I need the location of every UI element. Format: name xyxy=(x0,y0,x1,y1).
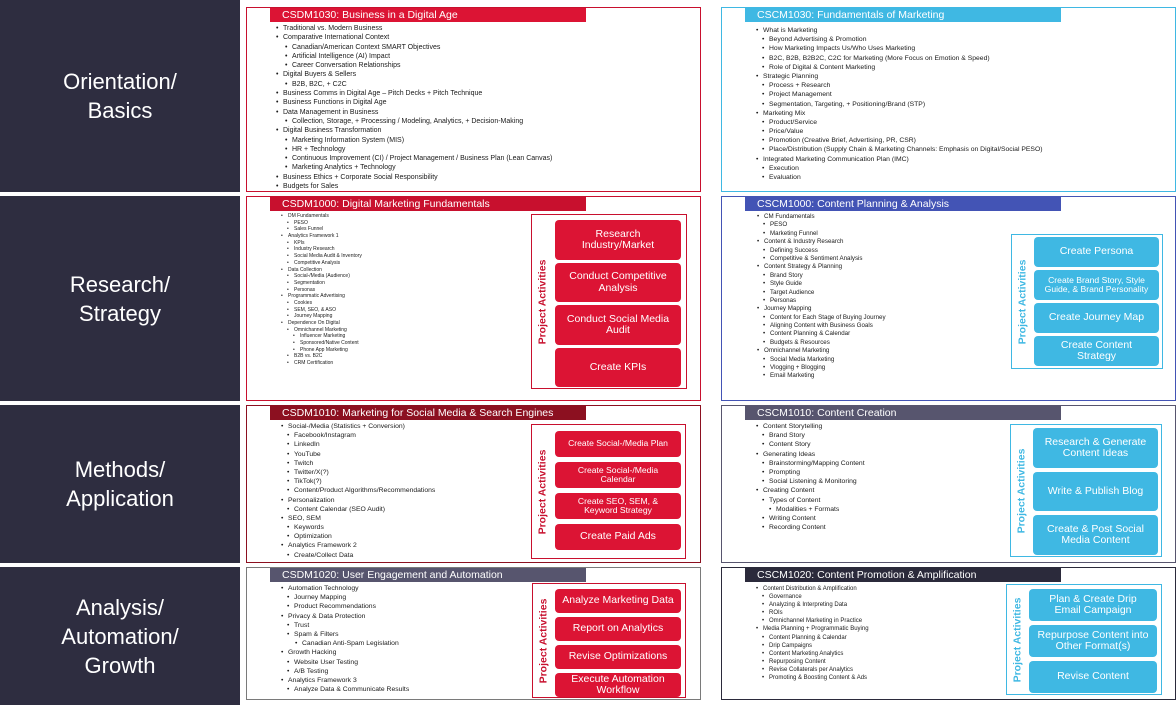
topic-item: • Promoting & Boosting Content & Ads xyxy=(769,674,869,682)
topic-item: • Types of Content xyxy=(769,496,865,505)
topic-item: • Content Calendar (SEO Audit) xyxy=(294,505,435,514)
course-title: CSCM1010: Content Creation xyxy=(745,406,1061,420)
topic-item: • Data Collection xyxy=(288,267,362,274)
topic-item: • Content Strategy & Planning xyxy=(764,263,886,271)
topic-item: • Digital Business Transformation xyxy=(283,126,552,135)
topic-item: • Automation Technology xyxy=(288,584,409,593)
topic-item: • SEO, SEM xyxy=(288,514,435,523)
topic-item: • Content for Each Stage of Buying Journey xyxy=(770,314,886,322)
row-label-research: Research/ Strategy xyxy=(0,196,240,401)
topic-item: • YouTube xyxy=(294,450,435,459)
project-activities-label: Project Activities xyxy=(536,259,548,344)
topic-item: • Recording Content xyxy=(769,523,865,532)
topic-item: • SEM, SEO, & ASO xyxy=(294,307,362,314)
topic-item: • Marketing Analytics + Technology xyxy=(292,163,552,172)
topic-item: • Canadian Anti-Spam Legislation xyxy=(302,639,409,648)
topic-item: • Media Planning + Programmatic Buying xyxy=(763,625,869,633)
topic-item: • Journey Mapping xyxy=(764,305,886,313)
project-activities-label: Project Activities xyxy=(1015,448,1027,533)
course-panel-csdm1020 xyxy=(246,567,701,700)
topic-item: • CM Fundamentals xyxy=(764,213,886,221)
topic-item: • Content Planning & Calendar xyxy=(769,634,869,642)
topic-item: • Privacy & Data Protection xyxy=(288,612,409,621)
activity-button-report-analytics[interactable]: Report on Analytics xyxy=(555,617,681,641)
topic-item: • Creating Content xyxy=(763,486,865,495)
topic-item: • Project Management xyxy=(769,90,1043,99)
activity-button-research-industry[interactable]: Research Industry/Market xyxy=(555,220,681,260)
topic-item: • Marketing Information System (MIS) xyxy=(292,136,552,145)
topic-item: • Budgets & Resources xyxy=(770,339,886,347)
activity-button-brand-story[interactable]: Create Brand Story, Style Guide, & Brand Personality xyxy=(1034,270,1159,300)
topic-item: • Dependence On Digital xyxy=(288,320,362,327)
topic-item: • Artificial Intelligence (AI) Impact xyxy=(292,52,552,61)
topic-item: • Digital Buyers & Sellers xyxy=(283,70,552,79)
topic-item: • Brand Story xyxy=(770,272,886,280)
topic-item: • Phone App Marketing xyxy=(300,347,362,354)
topic-item: • Traditional vs. Modern Business xyxy=(283,24,552,33)
activity-button-social-media-plan[interactable]: Create Social-/Media Plan xyxy=(555,431,681,457)
topic-item: • Budgets for Sales xyxy=(283,182,552,191)
project-activities-box xyxy=(1011,234,1163,369)
topic-item: • How Marketing Impacts Us/Who Uses Marketing xyxy=(769,44,1043,53)
project-activities-label: Project Activities xyxy=(536,449,548,534)
topic-item: • Strategic Planning xyxy=(763,72,1043,81)
activity-button-paid-ads[interactable]: Create Paid Ads xyxy=(555,524,681,550)
topic-item: • Revise Collaterals per Analytics xyxy=(769,666,869,674)
topic-item: • Social Media Marketing xyxy=(770,356,886,364)
topic-item: • B2C, B2B, B2B2C, C2C for Marketing (More Focus on Emotion & Speed) xyxy=(769,54,1043,63)
project-activities-box xyxy=(532,583,686,698)
topic-item: • Content Story xyxy=(769,440,865,449)
course-panel-csdm1000 xyxy=(246,196,701,401)
topic-item: • Aligning Content with Business Goals xyxy=(770,322,886,330)
topic-item: • Omnichannel Marketing in Practice xyxy=(769,617,869,625)
topic-item: • Brand Story xyxy=(769,431,865,440)
topic-item: • PESO xyxy=(294,220,362,227)
course-title: CSDM1030: Business in a Digital Age xyxy=(270,8,586,22)
topic-item: • Integrated Marketing Communication Plan (IMC) xyxy=(763,155,1043,164)
activity-button-social-media-audit[interactable]: Conduct Social Media Audit xyxy=(555,305,681,345)
topic-list xyxy=(247,24,552,191)
topic-item: • Execution xyxy=(769,164,1043,173)
course-panel-csdm1010 xyxy=(246,405,701,563)
topic-item: • Target Audience xyxy=(770,289,886,297)
topic-item: • TikTok(?) xyxy=(294,477,435,486)
topic-item: • Create/Collect Data xyxy=(294,551,435,560)
topic-item: • PESO xyxy=(770,221,886,229)
topic-item: • Personas xyxy=(294,287,362,294)
topic-item: • Business Ethics + Corporate Social Responsibility xyxy=(283,173,552,182)
row-label-orientation: Orientation/ Basics xyxy=(0,0,240,192)
topic-item: • Social Media Audit & Inventory xyxy=(294,253,362,260)
topic-item: • Content Distribution & Amplification xyxy=(763,585,869,593)
course-title: CSDM1020: User Engagement and Automation xyxy=(270,568,586,582)
topic-item: • Analyzing & Interpreting Data xyxy=(769,601,869,609)
topic-item: • Competitive & Sentiment Analysis xyxy=(770,255,886,263)
course-title: CSDM1010: Marketing for Social Media & Search Engines xyxy=(270,406,586,420)
topic-item: • Keywords xyxy=(294,523,435,532)
topic-item: • Trust xyxy=(294,621,409,630)
activity-button-revise-optimizations[interactable]: Revise Optimizations xyxy=(555,645,681,669)
topic-item: • Style Guide xyxy=(770,280,886,288)
topic-item: • Continuous Improvement (CI) / Project Management / Business Plan (Lean Canvas) xyxy=(292,154,552,163)
row-label-analysis: Analysis/ Automation/ Growth xyxy=(0,567,240,705)
topic-item: • Segmentation, Targeting, + Positioning/Brand (STP) xyxy=(769,100,1043,109)
activity-button-automation-workflow[interactable]: Execute Automation Workflow xyxy=(555,673,681,697)
topic-item: • Sales Funnel xyxy=(294,226,362,233)
topic-item: • Process + Research xyxy=(769,81,1043,90)
topic-item: • ROIs xyxy=(769,609,869,617)
topic-item: • Social Listening & Monitoring xyxy=(769,477,865,486)
activity-button-journey-map[interactable]: Create Journey Map xyxy=(1034,303,1159,333)
topic-item: • Social-/Media (Statistics + Conversion) xyxy=(288,422,435,431)
topic-item: • Drip Campaigns xyxy=(769,642,869,650)
topic-item: • Marketing Funnel xyxy=(770,230,886,238)
topic-item: • Marketing Mix xyxy=(763,109,1043,118)
activity-button-revise-content[interactable]: Revise Content xyxy=(1029,661,1157,693)
activity-button-content-strategy[interactable]: Create Content Strategy xyxy=(1034,336,1159,366)
activity-button-create-kpis[interactable]: Create KPIs xyxy=(555,348,681,387)
topic-item: • Product/Service xyxy=(769,118,1043,127)
activity-button-analyze-data[interactable]: Analyze Marketing Data xyxy=(555,589,681,613)
topic-list xyxy=(722,213,886,381)
topic-item: • CRM Certification xyxy=(294,360,362,367)
topic-item: • KPIs xyxy=(294,240,362,247)
topic-item: • Place/Distribution (Supply Chain & Marketing Channels: Emphasis on Digital/Social PESO) xyxy=(769,145,1043,154)
activity-button-social-media-calendar[interactable]: Create Social-/Media Calendar xyxy=(555,462,681,488)
topic-item: • Prompting xyxy=(769,468,865,477)
topic-item: • Twitter/X(?) xyxy=(294,468,435,477)
topic-item: • Sponsored/Native Content xyxy=(300,340,362,347)
course-title: CSCM1000: Content Planning & Analysis xyxy=(745,197,1061,211)
project-activities-label: Project Activities xyxy=(1016,259,1028,344)
topic-item: • Segmentation xyxy=(294,280,362,287)
topic-list xyxy=(247,213,362,367)
topic-item: • Website User Testing xyxy=(294,658,409,667)
topic-item: • Social-/Media (Audience) xyxy=(294,273,362,280)
topic-item: • LinkedIn xyxy=(294,440,435,449)
topic-item: • Spam & Filters xyxy=(294,630,409,639)
topic-item: • Content Planning & Calendar xyxy=(770,330,886,338)
topic-list xyxy=(722,26,1043,182)
topic-item: • Beyond Advertising & Promotion xyxy=(769,35,1043,44)
topic-item: • Twitch xyxy=(294,459,435,468)
topic-item: • Evaluation xyxy=(769,173,1043,182)
project-activities-box xyxy=(1010,424,1162,557)
activity-button-repurpose-content[interactable]: Repurpose Content into Other Format(s) xyxy=(1029,625,1157,657)
topic-item: • A/B Testing xyxy=(294,667,409,676)
activity-button-write-blog[interactable]: Write & Publish Blog xyxy=(1033,472,1158,511)
project-activities-box xyxy=(1006,584,1162,695)
course-title: CSCM1030: Fundamentals of Marketing xyxy=(745,8,1061,22)
topic-item: • Data Management in Business xyxy=(283,108,552,117)
topic-item: • Price/Value xyxy=(769,127,1043,136)
topic-item: • Product Recommendations xyxy=(294,602,409,611)
topic-item: • Influencer Marketing xyxy=(300,333,362,340)
topic-item: • Programmatic Advertising xyxy=(288,293,362,300)
topic-item: • Comparative International Context xyxy=(283,33,552,42)
course-panel-cscm1030 xyxy=(721,7,1176,192)
course-panel-cscm1020 xyxy=(721,567,1176,700)
course-title: CSDM1000: Digital Marketing Fundamentals xyxy=(270,197,586,211)
topic-item: • DM Fundamentals xyxy=(288,213,362,220)
topic-item: • Modalities + Formats xyxy=(776,505,865,514)
topic-item: • B2B vs. B2C xyxy=(294,353,362,360)
topic-item: • Business Comms in Digital Age – Pitch Decks + Pitch Technique xyxy=(283,89,552,98)
activity-button-create-persona[interactable]: Create Persona xyxy=(1034,237,1159,267)
topic-item: • Writing Content xyxy=(769,514,865,523)
project-activities-label: Project Activities xyxy=(537,598,549,683)
topic-item: • Personalization xyxy=(288,496,435,505)
topic-item: • B2B, B2C, + C2C xyxy=(292,80,552,89)
topic-item: • Omnichannel Marketing xyxy=(294,327,362,334)
topic-item: • Analytics Framework 1 xyxy=(288,233,362,240)
topic-item: • Optimization xyxy=(294,532,435,541)
course-panel-csdm1030 xyxy=(246,7,701,192)
topic-item: • Email Marketing xyxy=(770,372,886,380)
topic-item: • Content Storytelling xyxy=(763,422,865,431)
topic-item: • Governance xyxy=(769,593,869,601)
topic-item: • Industry Research xyxy=(294,246,362,253)
activity-button-competitive-analysis[interactable]: Conduct Competitive Analysis xyxy=(555,263,681,302)
topic-item: • Cookies xyxy=(294,300,362,307)
topic-list xyxy=(722,422,865,532)
project-activities-box xyxy=(531,424,686,559)
topic-item: • Facebook/Instagram xyxy=(294,431,435,440)
project-activities-label: Project Activities xyxy=(1011,597,1023,682)
topic-item: • Canadian/American Context SMART Objectives xyxy=(292,43,552,52)
topic-item: • Journey Mapping xyxy=(294,593,409,602)
activity-button-drip-email[interactable]: Plan & Create Drip Email Campaign xyxy=(1029,589,1157,621)
topic-item: • Collection, Storage, + Processing / Modeling, Analytics, + Decision-Making xyxy=(292,117,552,126)
topic-item: • Content & Industry Research xyxy=(764,238,886,246)
topic-item: • Career Conversation Relationships xyxy=(292,61,552,70)
activity-button-seo-strategy[interactable]: Create SEO, SEM, & Keyword Strategy xyxy=(555,493,681,519)
topic-item: • Generating Ideas xyxy=(763,450,865,459)
activity-button-social-media-content[interactable]: Create & Post Social Media Content xyxy=(1033,515,1158,555)
topic-item: • Analytics Framework 3 xyxy=(288,676,409,685)
topic-item: • Analytics Framework 2 xyxy=(288,541,435,550)
topic-item: • Competitive Analysis xyxy=(294,260,362,267)
row-label-methods: Methods/ Application xyxy=(0,405,240,563)
topic-list xyxy=(247,422,435,560)
topic-item: • Personas xyxy=(770,297,886,305)
topic-item: • Vlogging + Blogging xyxy=(770,364,886,372)
topic-item: • Omnichannel Marketing xyxy=(764,347,886,355)
topic-item: • Business Functions in Digital Age xyxy=(283,98,552,107)
topic-item: • Promotion (Creative Brief, Advertising, PR, CSR) xyxy=(769,136,1043,145)
topic-item: • Analyze Data & Communicate Results xyxy=(294,685,409,694)
topic-item: • HR + Technology xyxy=(292,145,552,154)
activity-button-content-ideas[interactable]: Research & Generate Content Ideas xyxy=(1033,428,1158,468)
course-title: CSCM1020: Content Promotion & Amplification xyxy=(745,568,1061,582)
topic-item: • What is Marketing xyxy=(763,26,1043,35)
course-panel-cscm1000 xyxy=(721,196,1176,401)
topic-item: • Role of Digital & Content Marketing xyxy=(769,63,1043,72)
topic-item: • Content Marketing Analytics xyxy=(769,650,869,658)
topic-item: • Growth Hacking xyxy=(288,648,409,657)
topic-item: • Defining Success xyxy=(770,247,886,255)
topic-list xyxy=(722,585,869,682)
topic-item: • Journey Mapping xyxy=(294,313,362,320)
topic-list xyxy=(247,584,409,694)
project-activities-box xyxy=(531,214,687,389)
topic-item: • Content/Product Algorithms/Recommendations xyxy=(294,486,435,495)
course-panel-cscm1010 xyxy=(721,405,1176,563)
topic-item: • Brainstorming/Mapping Content xyxy=(769,459,865,468)
topic-item: • Repurposing Content xyxy=(769,658,869,666)
